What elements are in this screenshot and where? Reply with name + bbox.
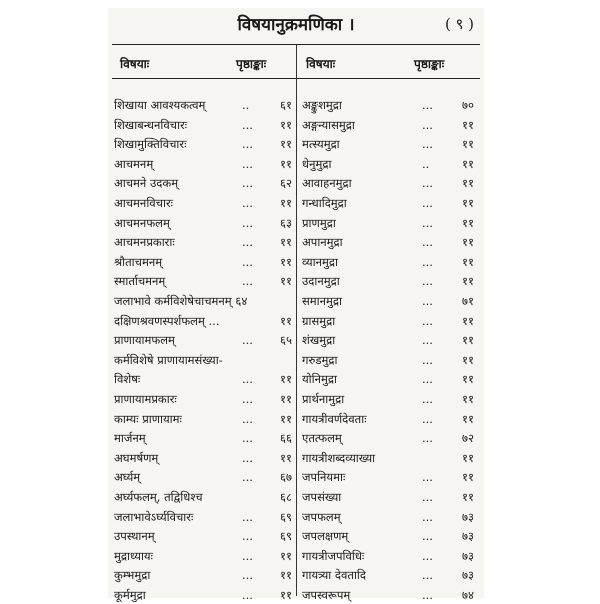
index-row — [114, 331, 292, 349]
leader-dots: ... — [422, 568, 433, 583]
leader-dots: ... — [242, 372, 253, 387]
entry-title: आचमनप्रकाराः — [114, 235, 175, 250]
leader-dots: ... — [242, 411, 253, 426]
entry-page-number: ११ — [280, 372, 292, 387]
index-row — [302, 214, 480, 232]
entry-title: गायत्रीवर्णदेवताः — [302, 411, 367, 426]
entry-title: जपफलम् — [302, 509, 341, 524]
leader-dots: ... — [422, 235, 433, 250]
entry-page-number: ११ — [280, 196, 292, 210]
entry-title: गायत्रीजपविधिः — [302, 548, 365, 563]
entry-page-number: ११ — [280, 117, 292, 132]
index-row — [302, 508, 480, 526]
entry-page-number: ११ — [462, 196, 474, 210]
index-row — [114, 508, 292, 526]
leader-dots: ... — [242, 333, 253, 348]
entry-title: शिखाया आवश्यकत्वम् — [114, 98, 206, 112]
entry-title: व्यानमुद्रा — [302, 254, 338, 269]
entry-page-number: ११ — [462, 117, 474, 132]
index-row — [114, 174, 292, 192]
entry-title: उपस्थानम् — [114, 529, 155, 544]
entry-page-number: ११ — [280, 588, 292, 602]
index-row — [302, 351, 480, 369]
index-row — [114, 272, 292, 290]
entry-page-number: ११ — [462, 254, 474, 269]
index-row — [114, 96, 292, 114]
leader-dots: ... — [422, 470, 433, 485]
leader-dots: ... — [422, 274, 433, 289]
leader-dots: ... — [242, 117, 253, 132]
entry-title: शिखामुक्तिविचारः — [114, 137, 187, 152]
entry-title: स्मार्ताचमनम् — [114, 274, 166, 289]
leader-dots: ... — [422, 254, 433, 269]
index-row — [302, 135, 480, 153]
entry-title: आचमनविचारः — [114, 196, 173, 210]
index-row — [114, 527, 292, 545]
entry-title: प्राणायामफलम् — [114, 333, 175, 348]
index-row — [114, 586, 292, 604]
entry-page-number: ११ — [280, 568, 292, 583]
entry-title: कूर्ममुद्रा — [114, 588, 146, 602]
leader-dots: ... — [422, 137, 433, 152]
entry-page-number: ६५ — [280, 333, 292, 348]
entry-title: शंखमुद्रा — [302, 333, 336, 348]
leader-dots: ... — [242, 156, 253, 171]
leader-dots: .. — [242, 98, 250, 112]
index-row — [114, 429, 292, 447]
entry-title: योनिमुद्रा — [302, 372, 337, 387]
entry-page-number: ११ — [462, 450, 474, 465]
entry-title: अर्घ्यम् — [114, 470, 141, 485]
entry-title: प्राणायामप्रकारः — [114, 392, 177, 406]
entry-page-number: ११ — [462, 235, 474, 250]
index-row — [114, 233, 292, 251]
index-row — [302, 410, 480, 428]
index-row — [302, 429, 480, 447]
leader-dots: ... — [422, 294, 433, 308]
entry-page-number: ११ — [462, 215, 474, 230]
entry-page-number: ११ — [462, 137, 474, 152]
leader-dots: ... — [242, 470, 253, 485]
entry-page-number: ७३ — [462, 568, 474, 583]
entry-page-number: ७३ — [462, 509, 474, 524]
index-row — [114, 351, 292, 369]
index-row — [114, 214, 292, 232]
leader-dots: ... — [422, 490, 433, 504]
entry-page-number: ११ — [462, 156, 474, 171]
index-row — [302, 468, 480, 486]
index-row — [114, 566, 292, 584]
leader-dots: ... — [422, 98, 433, 112]
entry-page-number: ७१ — [462, 294, 474, 308]
entry-title: जपनियमाः — [302, 470, 346, 485]
leader-dots: ... — [242, 568, 253, 583]
entry-title: गरुडमुद्रा — [302, 352, 338, 367]
entry-page-number: ११ — [280, 392, 292, 406]
entry-page-number: ११ — [462, 274, 474, 289]
index-row — [302, 96, 480, 114]
index-row — [114, 449, 292, 467]
index-row — [302, 331, 480, 349]
entry-page-number: ७४ — [462, 588, 474, 602]
entry-title: प्राणमुद्रा — [302, 215, 336, 230]
leader-dots: ... — [242, 548, 253, 563]
entry-title: कर्मविशेषे प्राणायामसंख्या- — [114, 352, 223, 367]
leader-dots: ... — [242, 196, 253, 210]
entry-title: ग्रासमुद्रा — [302, 313, 336, 328]
index-row — [302, 292, 480, 310]
entry-page-number: ६९ — [280, 509, 292, 524]
entry-page-number: ११ — [462, 392, 474, 406]
index-row — [114, 253, 292, 271]
leader-dots: ... — [242, 392, 253, 406]
index-row — [114, 468, 292, 486]
entry-page-number: ६१ — [280, 98, 292, 112]
leader-dots: ... — [422, 352, 433, 367]
index-row — [302, 233, 480, 251]
entry-title: आवाहनमुद्रा — [302, 176, 352, 191]
index-row — [114, 410, 292, 428]
entry-title: अर्घ्यफलम्, तद्विधिश्च — [114, 490, 203, 504]
entry-page-number: ६६ — [280, 431, 292, 446]
entry-title: उदानमुद्रा — [302, 274, 340, 289]
entry-title: जपसंख्या — [302, 490, 342, 504]
col-page-right: पृष्ठाङ्काः — [414, 57, 445, 71]
entry-title: धेनुमुद्रा — [302, 156, 332, 171]
index-row — [114, 155, 292, 173]
index-row — [114, 194, 292, 212]
leader-dots: ... — [242, 431, 253, 446]
entry-page-number: ११ — [462, 176, 474, 191]
entry-title: आचमनफलम् — [114, 215, 170, 230]
entry-page-number: ११ — [280, 137, 292, 152]
leader-dots: ... — [422, 588, 433, 602]
leader-dots: ... — [422, 529, 433, 544]
index-row — [114, 547, 292, 565]
entry-title: अपानमुद्रा — [302, 235, 343, 250]
entry-page-number: ७३ — [462, 529, 474, 544]
entry-title: जलाभावेऽर्घ्यविचारः — [114, 509, 194, 524]
entry-page-number: ६२ — [280, 176, 292, 191]
entry-page-number: ६७ — [280, 470, 292, 485]
leader-dots: ... — [242, 254, 253, 269]
entry-page-number: ७० — [462, 98, 474, 112]
entry-page-number: ११ — [280, 235, 292, 250]
leader-dots: ... — [242, 588, 253, 602]
entry-page-number: ११ — [280, 450, 292, 465]
index-row — [302, 390, 480, 408]
leader-dots: .. — [422, 156, 430, 171]
index-row — [114, 390, 292, 408]
entry-page-number: ६९ — [280, 529, 292, 544]
entry-page-number: ११ — [462, 470, 474, 485]
leader-dots: ... — [422, 372, 433, 387]
entry-page-number: ११ — [280, 313, 292, 328]
page-number: ( ९ ) — [444, 15, 474, 33]
column-divider — [296, 45, 297, 596]
leader-dots: ... — [422, 509, 433, 524]
leader-dots: ... — [242, 450, 253, 465]
leader-dots: ... — [242, 274, 253, 289]
index-row — [114, 488, 292, 506]
leader-dots: ... — [422, 548, 433, 563]
index-row — [302, 527, 480, 545]
col-subject-left: विषयाः — [120, 57, 150, 71]
index-row — [114, 135, 292, 153]
leader-dots: ... — [242, 176, 253, 191]
entry-title: आचमनम् — [114, 156, 154, 171]
entry-page-number: ११ — [280, 254, 292, 269]
entry-title: अङ्कुशमुद्रा — [302, 98, 342, 112]
index-row — [302, 312, 480, 330]
entry-page-number: ६८ — [280, 490, 292, 504]
entry-title: समानमुद्रा — [302, 294, 342, 308]
leader-dots: ... — [422, 411, 433, 426]
entry-page-number: ११ — [280, 548, 292, 563]
entry-page-number: ६३ — [280, 215, 292, 230]
leader-dots: ... — [422, 392, 433, 406]
index-row — [302, 547, 480, 565]
entry-title: दक्षिणश्रवणस्पर्शफलम् ... — [114, 313, 220, 328]
entry-title: गायत्रीशब्दव्याख्या — [302, 450, 376, 465]
entry-page-number: ११ — [280, 274, 292, 289]
index-row — [302, 174, 480, 192]
entry-title: आचमने उदकम् — [114, 176, 179, 191]
index-row — [302, 155, 480, 173]
entry-title: जलाभावे कर्मविशेषेचाचमनम् ६४ — [114, 294, 248, 308]
entry-page-number: ११ — [462, 333, 474, 348]
index-row — [302, 586, 480, 604]
index-row — [302, 116, 480, 134]
entry-title: शिखाबन्धनविचारः — [114, 117, 188, 132]
entry-title: मार्जनम् — [114, 431, 146, 446]
index-row — [114, 292, 292, 310]
entry-page-number: ११ — [462, 490, 474, 504]
entry-page-number: ११ — [280, 411, 292, 426]
leader-dots: ... — [242, 137, 253, 152]
entry-title: विशेषः — [114, 372, 141, 387]
index-row — [302, 449, 480, 467]
leader-dots: ... — [422, 176, 433, 191]
leader-dots: ... — [422, 431, 433, 446]
index-row — [114, 116, 292, 134]
index-row — [302, 566, 480, 584]
index-page — [108, 8, 484, 602]
entry-title: गायत्र्या देवतादि — [302, 568, 367, 583]
index-row — [114, 370, 292, 388]
index-row — [302, 253, 480, 271]
entry-title: अघमर्षणम् — [114, 450, 159, 465]
leader-dots: ... — [242, 235, 253, 250]
index-row — [114, 312, 292, 330]
col-subject-right: विषयाः — [306, 57, 336, 71]
entry-title: काम्यः प्राणायामः — [114, 411, 182, 426]
leader-dots: ... — [422, 313, 433, 328]
entry-page-number: ११ — [462, 352, 474, 367]
leader-dots: ... — [242, 509, 253, 524]
entry-title: एतत्फलम् — [302, 431, 342, 446]
entry-page-number: ७२ — [462, 431, 474, 446]
page-title: विषयानुक्रमणिका । — [237, 15, 355, 35]
leader-dots: ... — [422, 117, 433, 132]
entry-title: गन्धादिमुद्रा — [302, 196, 347, 210]
entry-title: मुद्राध्यायः — [114, 548, 153, 563]
entry-title: प्रार्थनामुद्रा — [302, 392, 345, 406]
leader-dots: ... — [422, 196, 433, 210]
entry-title: जपलक्षणम् — [302, 529, 349, 544]
entry-title: जपस्वरूपम् — [302, 588, 351, 602]
entry-title: अङ्गन्यासमुद्रा — [302, 117, 355, 132]
col-page-left: पृष्ठाङ्काः — [236, 57, 267, 71]
index-row — [302, 488, 480, 506]
entry-page-number: ११ — [462, 411, 474, 426]
leader-dots: ... — [242, 215, 253, 230]
entry-page-number: ११ — [462, 313, 474, 328]
leader-dots: ... — [422, 333, 433, 348]
leader-dots: ... — [242, 529, 253, 544]
index-row — [302, 370, 480, 388]
index-row — [302, 272, 480, 290]
entry-page-number: ११ — [462, 372, 474, 387]
entry-title: कुम्भमुद्रा — [114, 568, 151, 583]
entry-title: श्रौताचमनम् — [114, 254, 163, 269]
index-row — [302, 194, 480, 212]
leader-dots: ... — [422, 215, 433, 230]
entry-page-number: ११ — [280, 156, 292, 171]
entry-page-number: ७३ — [462, 548, 474, 563]
entry-title: मत्स्यमुद्रा — [302, 137, 340, 152]
